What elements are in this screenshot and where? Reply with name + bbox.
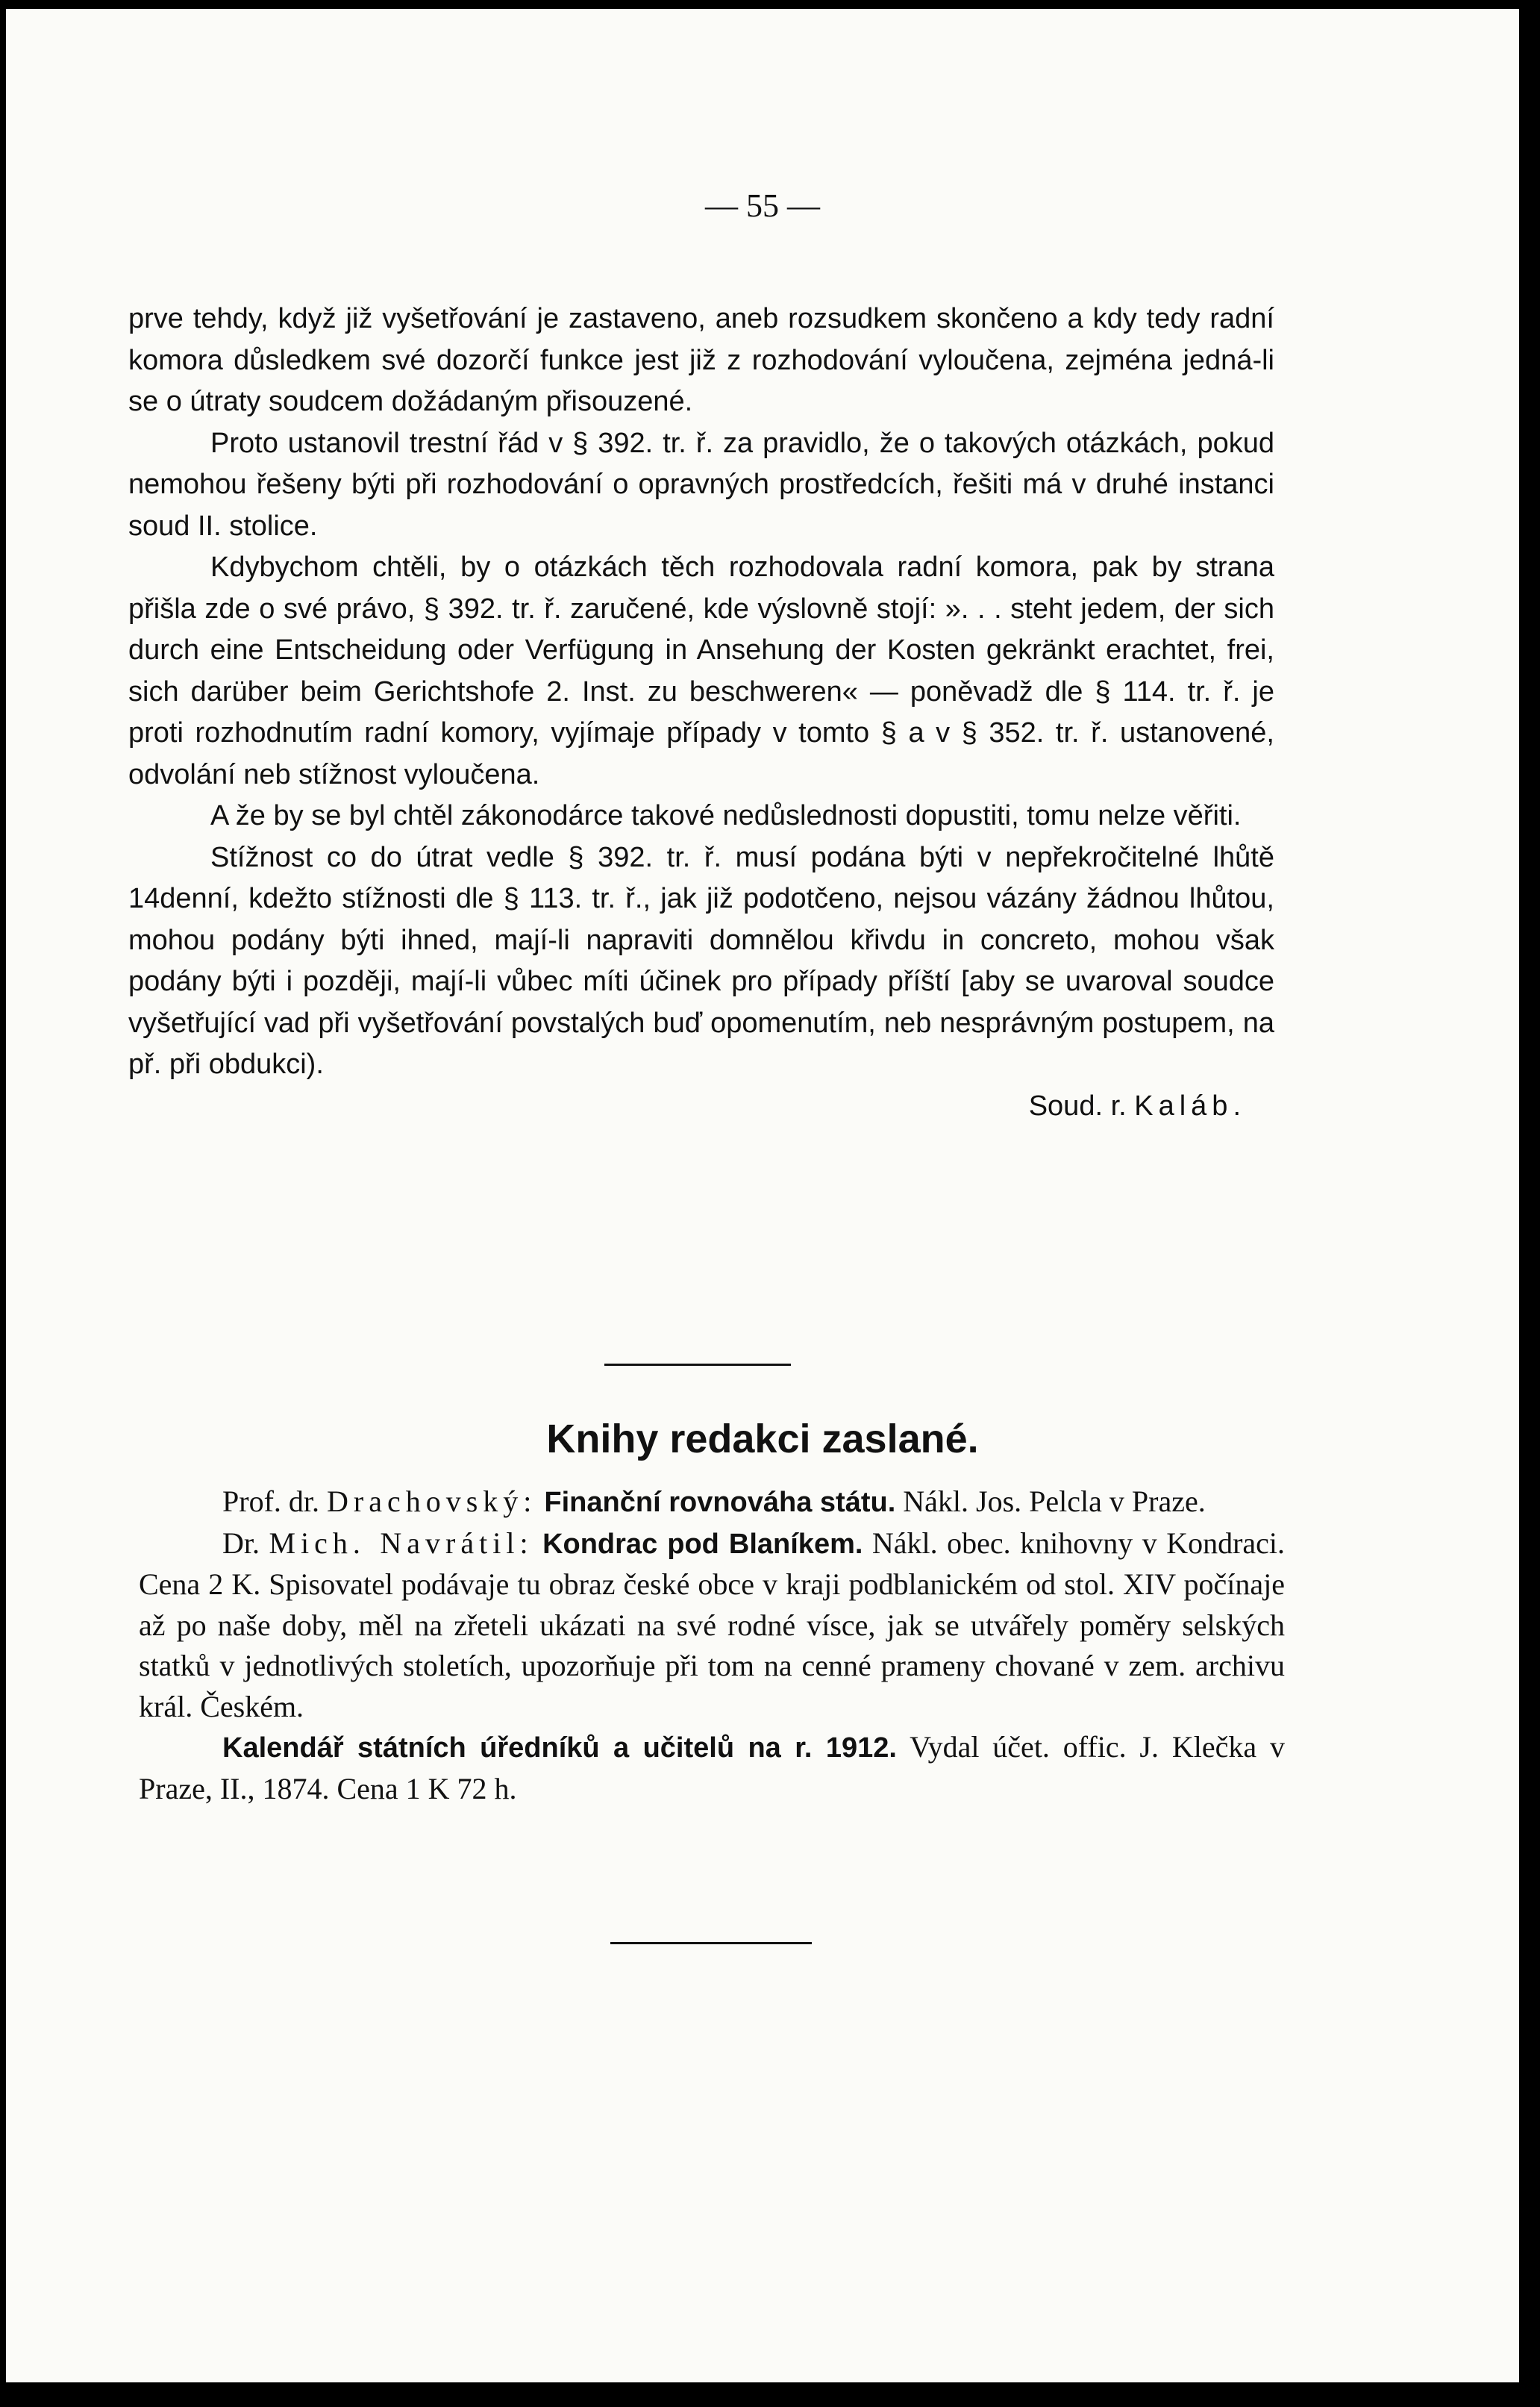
book-title: Kalendář státních úředníků a učitelů na r. 1912. [222,1732,897,1764]
book-list [139,1482,1285,1809]
paragraph-3: Kdybychom chtěli, by o otázkách těch rozhodovala radní komora, pak by strana přišla zde o své právo, § 392. tr. ř. zaručené, kde výslovně stojí: ». . . steht jedem, der sich durch eine Entscheidung oder Verfügung in Ansehung der Kosten gekränkt erachtet, frei, sich darüber beim Gerichtshofe 2. Inst. zu beschweren« — poněvadž dle § 114. tr. ř. je proti rozhodnutím radní komory, vyjímaje případy v tomto § a v § 352. tr. ř. ustanovené, odvolání neb stížnost vyloučena. [128,552,1274,790]
book-author: Mich. Navrátil: [269,1526,533,1560]
page [6,9,1519,2382]
paragraph-5: Stížnost co do útrat vedle § 392. tr. ř. musí podána býti v nepřekročitelné lhůtě 14denní, kdežto stížnosti dle § 113. tr. ř., jak již podotčeno, nejsou vázány žádnou lhůtou, mohou podány býti ihned, mají-li napraviti domnělou křivdu in concreto, mohou však podány býti i později, mají-li vůbec míti účinek pro případy příští [aby se uvaroval soudce vyšetřující vad při vyšetřování povstalých buď opomenutím, neb nesprávným postupem, na př. při obdukci). [128,841,1274,1080]
book-entry [139,1523,1285,1728]
divider-bottom [610,1942,812,1944]
paragraph-2: Proto ustanovil trestní řád v § 392. tr. ř. za pravidlo, že o takových otázkách, pokud nemohou řešeny býti při rozhodování o opravných prostředcích, řešiti má v druhé instanci soud II. stolice. [128,427,1274,542]
book-author-title: Dr. [222,1526,260,1560]
signature-name: Kaláb. [1134,1090,1246,1122]
book-title: Finanční rovnováha státu. [544,1487,896,1518]
article-body [128,299,1274,1127]
divider-top [604,1364,791,1366]
book-details: Nákl. obec. knihovny v Kondraci. Cena 2 K. Spisovatel podávaje tu obraz české obce v kraji podblanickém od stol. XIV počínaje až po naše doby, měl na zřeteli ukázati na své rodné vísce, jak se utvářely poměry selských statků v jednotlivých stoletích, upozorňuje při tom na cenné prameny chované v zem. archivu král. Českém. [139,1526,1286,1723]
book-entry [139,1482,1285,1523]
book-details: Vydal účet. offic. J. Klečka v Praze, II., 1874. Cena 1 K 72 h. [139,1730,1285,1805]
book-author-title: Prof. dr. [222,1485,319,1518]
book-author: Drachovský: [327,1485,537,1518]
signature-prefix: Soud. r. [1028,1090,1127,1122]
section-heading: Knihy redakci zaslané. [546,1417,979,1461]
paragraph-4: A že by se byl chtěl zákonodárce takové nedůslednosti dopustiti, tomu nelze věřiti. [210,800,1242,831]
book-details: Nákl. Jos. Pelcla v Praze. [903,1485,1206,1518]
paragraph-1: prve tehdy, když již vyšetřování je zastaveno, aneb rozsudkem skončeno a kdy tedy radní komora důsledkem své dozorčí funkce jest již z rozhodování vyloučena, zejména jedná-li se o útraty soudcem dožádaným přisouzené. [128,303,1274,417]
page-number: — 55 — [705,187,820,224]
book-title: Kondrac pod Blaníkem. [542,1528,863,1560]
book-entry [139,1727,1285,1809]
signature [128,1086,1274,1128]
